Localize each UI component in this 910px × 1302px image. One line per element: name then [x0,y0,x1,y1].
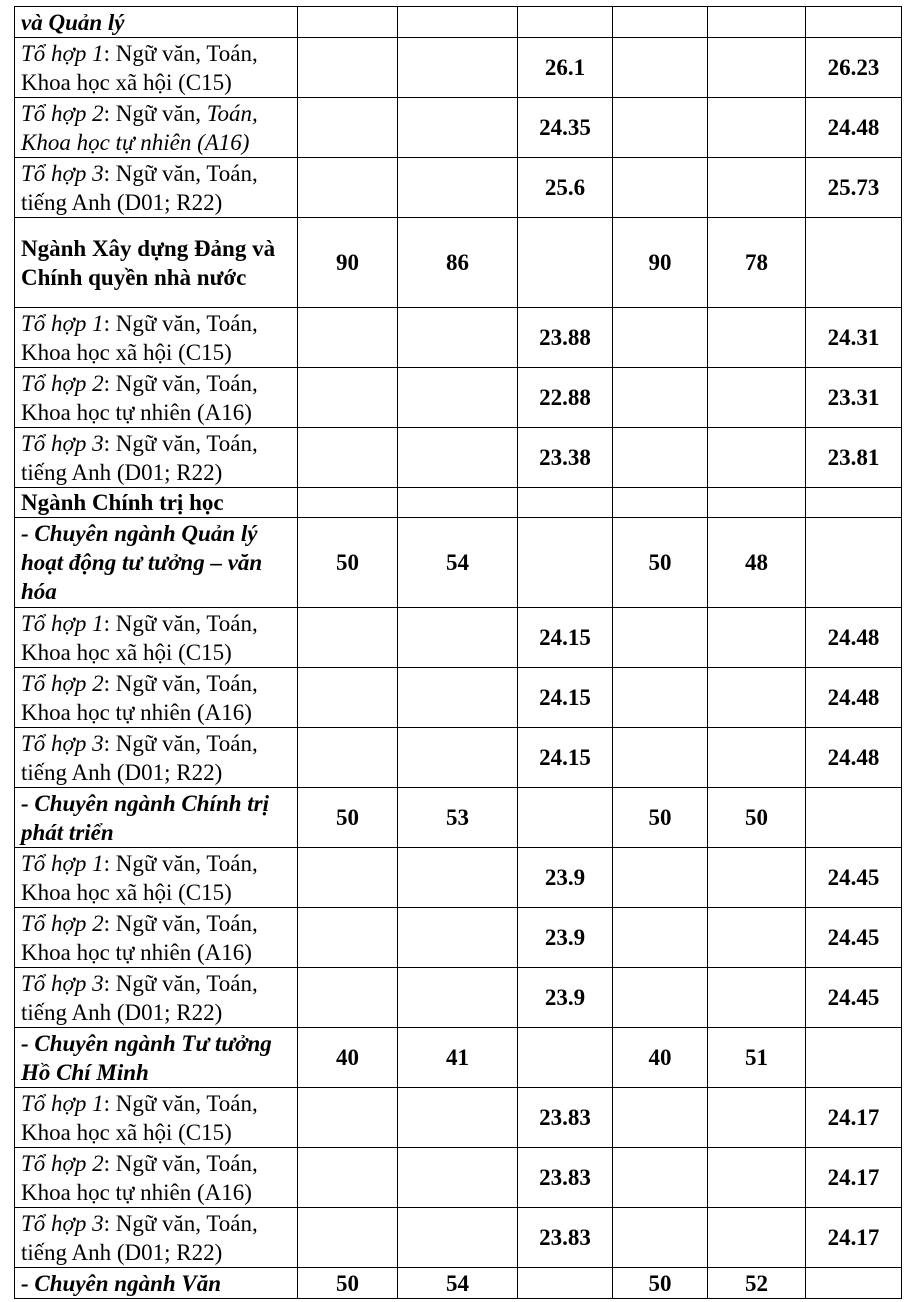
table-row [15,968,902,1028]
value-cell-c2 [398,728,518,788]
value-cell-c2 [398,158,518,218]
combination-subjects: : Ngữ văn, Toán, Khoa học tự nhiên (A16) [21,1150,258,1205]
value-cell-c1: 90 [298,218,398,308]
value-cell-c4: 40 [613,1028,708,1088]
value-cell-c3: 23.9 [518,848,613,908]
table-row [15,788,902,848]
value-cell-c3: 22.88 [518,368,613,428]
value-cell-c3: 23.9 [518,968,613,1028]
value-cell-c1 [298,668,398,728]
value-cell-c6 [806,1268,902,1299]
value-cell-c3 [518,518,613,608]
value-cell-c2: 53 [398,788,518,848]
value-cell-c1 [298,1208,398,1268]
value-cell-c4 [613,158,708,218]
value-cell-c3 [518,1028,613,1088]
value-cell-c6: 23.31 [806,368,902,428]
value-cell-c5 [708,968,806,1028]
row-label [15,1148,298,1208]
value-cell-c6: 24.48 [806,98,902,158]
combination-subjects-tail: Toán, Khoa học tự nhiên (A16) [21,100,258,155]
table-body [15,7,902,1299]
combination-name: Tổ hợp 1 [21,40,104,66]
value-cell-c4 [613,848,708,908]
table-row [15,608,902,668]
value-cell-c4 [613,308,708,368]
value-cell-c4: 50 [613,1268,708,1299]
combination-name: Tổ hợp 3 [21,160,104,186]
value-cell-c1: 50 [298,518,398,608]
combination-name: Tổ hợp 3 [21,970,104,996]
value-cell-c1 [298,728,398,788]
table-row [15,1208,902,1268]
row-label [15,428,298,488]
value-cell-c4: 90 [613,218,708,308]
table-row [15,428,902,488]
value-cell-c1 [298,848,398,908]
value-cell-c5 [708,848,806,908]
value-cell-c2 [398,368,518,428]
table-row [15,1088,902,1148]
row-label [15,38,298,98]
value-cell-c1 [298,308,398,368]
value-cell-c2 [398,968,518,1028]
value-cell-c2: 54 [398,1268,518,1299]
value-cell-c1 [298,488,398,518]
value-cell-c2 [398,1148,518,1208]
document-page [14,6,902,1299]
specialization-heading: - Chuyên ngành Quản lý hoạt động tư tưởng – văn hóa [21,521,263,604]
combination-subjects: : Ngữ văn, Toán, Khoa học tự nhiên (A16) [21,370,258,425]
value-cell-c1 [298,158,398,218]
value-cell-c4 [613,488,708,518]
value-cell-c1 [298,7,398,38]
table-row [15,728,902,788]
row-label [15,788,298,848]
row-label [15,1208,298,1268]
value-cell-c5: 51 [708,1028,806,1088]
combination-name: Tổ hợp 2 [21,370,104,396]
value-cell-c4 [613,428,708,488]
value-cell-c2: 41 [398,1028,518,1088]
row-label [15,488,298,518]
value-cell-c6: 24.48 [806,668,902,728]
value-cell-c5 [708,908,806,968]
value-cell-c2: 86 [398,218,518,308]
major-heading: Ngành Chính trị học [21,490,224,515]
value-cell-c3: 23.83 [518,1208,613,1268]
table-row [15,308,902,368]
combination-name: Tổ hợp 1 [21,850,104,876]
combination-subjects: : Ngữ văn, Toán, Khoa học xã hội (C15) [21,310,258,365]
table-row [15,98,902,158]
combination-name: Tổ hợp 1 [21,310,104,336]
specialization-heading: - Chuyên ngành Tư tưởng Hồ Chí Minh [21,1030,272,1085]
value-cell-c3: 24.35 [518,98,613,158]
table-row [15,668,902,728]
value-cell-c5: 78 [708,218,806,308]
value-cell-c1 [298,38,398,98]
value-cell-c3 [518,788,613,848]
major-heading: Ngành Xây dựng Đảng và Chính quyền nhà nước [21,235,276,290]
value-cell-c4 [613,1208,708,1268]
value-cell-c3: 24.15 [518,608,613,668]
value-cell-c2 [398,428,518,488]
value-cell-c6: 24.45 [806,908,902,968]
value-cell-c5 [708,428,806,488]
value-cell-c4 [613,908,708,968]
value-cell-c2 [398,488,518,518]
value-cell-c6: 24.17 [806,1088,902,1148]
value-cell-c4 [613,98,708,158]
value-cell-c5 [708,728,806,788]
value-cell-c1: 50 [298,788,398,848]
value-cell-c2 [398,98,518,158]
value-cell-c6: 24.17 [806,1148,902,1208]
value-cell-c6: 24.45 [806,848,902,908]
value-cell-c4: 50 [613,518,708,608]
value-cell-c5 [708,488,806,518]
value-cell-c2: 54 [398,518,518,608]
row-label [15,158,298,218]
value-cell-c1 [298,608,398,668]
value-cell-c3: 23.88 [518,308,613,368]
value-cell-c6 [806,218,902,308]
table-row [15,848,902,908]
row-label [15,908,298,968]
value-cell-c3: 23.83 [518,1148,613,1208]
combination-name: Tổ hợp 2 [21,670,104,696]
value-cell-c4 [613,7,708,38]
value-cell-c6 [806,518,902,608]
combination-subjects: : Ngữ văn, Toán, tiếng Anh (D01; R22) [21,160,258,215]
value-cell-c4 [613,668,708,728]
row-label [15,308,298,368]
value-cell-c3 [518,218,613,308]
row-label [15,1088,298,1148]
value-cell-c1 [298,368,398,428]
value-cell-c2 [398,38,518,98]
combination-name: Tổ hợp 3 [21,430,104,456]
value-cell-c6: 24.48 [806,608,902,668]
table-row [15,518,902,608]
value-cell-c4 [613,368,708,428]
value-cell-c1 [298,908,398,968]
combination-name: Tổ hợp 2 [21,910,104,936]
row-label [15,218,298,308]
table-row [15,368,902,428]
combination-name: Tổ hợp 3 [21,730,104,756]
combination-subjects: : Ngữ văn, [103,100,207,126]
admission-score-table [14,6,902,1299]
value-cell-c3 [518,488,613,518]
value-cell-c1 [298,98,398,158]
table-row [15,1148,902,1208]
value-cell-c5: 48 [708,518,806,608]
value-cell-c3: 24.15 [518,728,613,788]
value-cell-c2 [398,848,518,908]
value-cell-c4 [613,728,708,788]
value-cell-c5 [708,7,806,38]
value-cell-c6 [806,788,902,848]
value-cell-c6: 23.81 [806,428,902,488]
table-row [15,488,902,518]
value-cell-c5 [708,308,806,368]
table-row [15,1028,902,1088]
combination-subjects: : Ngữ văn, Toán, Khoa học xã hội (C15) [21,850,258,905]
value-cell-c1 [298,968,398,1028]
value-cell-c5 [708,608,806,668]
specialization-heading: - Chuyên ngành Chính trị phát triển [21,790,270,845]
value-cell-c6: 26.23 [806,38,902,98]
specialization-heading: - Chuyên ngành Văn [21,1270,222,1296]
value-cell-c2 [398,908,518,968]
value-cell-c3 [518,7,613,38]
value-cell-c3: 25.6 [518,158,613,218]
row-label [15,1028,298,1088]
combination-subjects: : Ngữ văn, Toán, tiếng Anh (D01; R22) [21,430,258,485]
table-row [15,158,902,218]
value-cell-c6 [806,7,902,38]
value-cell-c2 [398,7,518,38]
value-cell-c2 [398,1088,518,1148]
combination-subjects: : Ngữ văn, Toán, Khoa học tự nhiên (A16) [21,910,258,965]
value-cell-c6: 24.45 [806,968,902,1028]
combination-subjects: : Ngữ văn, Toán, Khoa học xã hội (C15) [21,40,258,95]
value-cell-c3: 24.15 [518,668,613,728]
value-cell-c6: 24.31 [806,308,902,368]
combination-subjects: : Ngữ văn, Toán, tiếng Anh (D01; R22) [21,970,258,1025]
row-label [15,368,298,428]
value-cell-c4 [613,1088,708,1148]
row-label [15,668,298,728]
row-label [15,608,298,668]
value-cell-c3: 26.1 [518,38,613,98]
value-cell-c6: 25.73 [806,158,902,218]
specialization-heading: và Quản lý [21,9,125,35]
value-cell-c6: 24.17 [806,1208,902,1268]
combination-name: Tổ hợp 3 [21,1210,104,1236]
combination-name: Tổ hợp 1 [21,610,104,636]
value-cell-c6 [806,488,902,518]
combination-name: Tổ hợp 2 [21,1150,104,1176]
table-row [15,908,902,968]
combination-subjects: : Ngữ văn, Toán, tiếng Anh (D01; R22) [21,730,258,785]
value-cell-c3: 23.9 [518,908,613,968]
value-cell-c5 [708,98,806,158]
value-cell-c6 [806,1028,902,1088]
table-row [15,1268,902,1299]
value-cell-c5 [708,158,806,218]
value-cell-c4 [613,968,708,1028]
value-cell-c2 [398,668,518,728]
value-cell-c5 [708,1148,806,1208]
value-cell-c5 [708,1088,806,1148]
value-cell-c1: 50 [298,1268,398,1299]
row-label [15,98,298,158]
value-cell-c4: 50 [613,788,708,848]
row-label [15,518,298,608]
combination-name: Tổ hợp 1 [21,1090,104,1116]
value-cell-c1: 40 [298,1028,398,1088]
row-label [15,728,298,788]
row-label [15,848,298,908]
value-cell-c2 [398,308,518,368]
value-cell-c4 [613,1148,708,1208]
value-cell-c1 [298,1088,398,1148]
row-label [15,1268,298,1299]
value-cell-c3 [518,1268,613,1299]
combination-subjects: : Ngữ văn, Toán, Khoa học tự nhiên (A16) [21,670,258,725]
value-cell-c5: 50 [708,788,806,848]
value-cell-c5 [708,1208,806,1268]
combination-subjects: : Ngữ văn, Toán, Khoa học xã hội (C15) [21,1090,258,1145]
value-cell-c5 [708,38,806,98]
row-label [15,968,298,1028]
table-row [15,38,902,98]
value-cell-c1 [298,1148,398,1208]
value-cell-c1 [298,428,398,488]
value-cell-c4 [613,608,708,668]
value-cell-c5 [708,368,806,428]
value-cell-c4 [613,38,708,98]
combination-subjects: : Ngữ văn, Toán, tiếng Anh (D01; R22) [21,1210,258,1265]
value-cell-c3: 23.83 [518,1088,613,1148]
value-cell-c2 [398,1208,518,1268]
value-cell-c6: 24.48 [806,728,902,788]
table-row [15,7,902,38]
value-cell-c5 [708,668,806,728]
combination-subjects: : Ngữ văn, Toán, Khoa học xã hội (C15) [21,610,258,665]
row-label [15,7,298,38]
combination-name: Tổ hợp 2 [21,100,104,126]
value-cell-c5: 52 [708,1268,806,1299]
table-row [15,218,902,308]
value-cell-c2 [398,608,518,668]
value-cell-c3: 23.38 [518,428,613,488]
